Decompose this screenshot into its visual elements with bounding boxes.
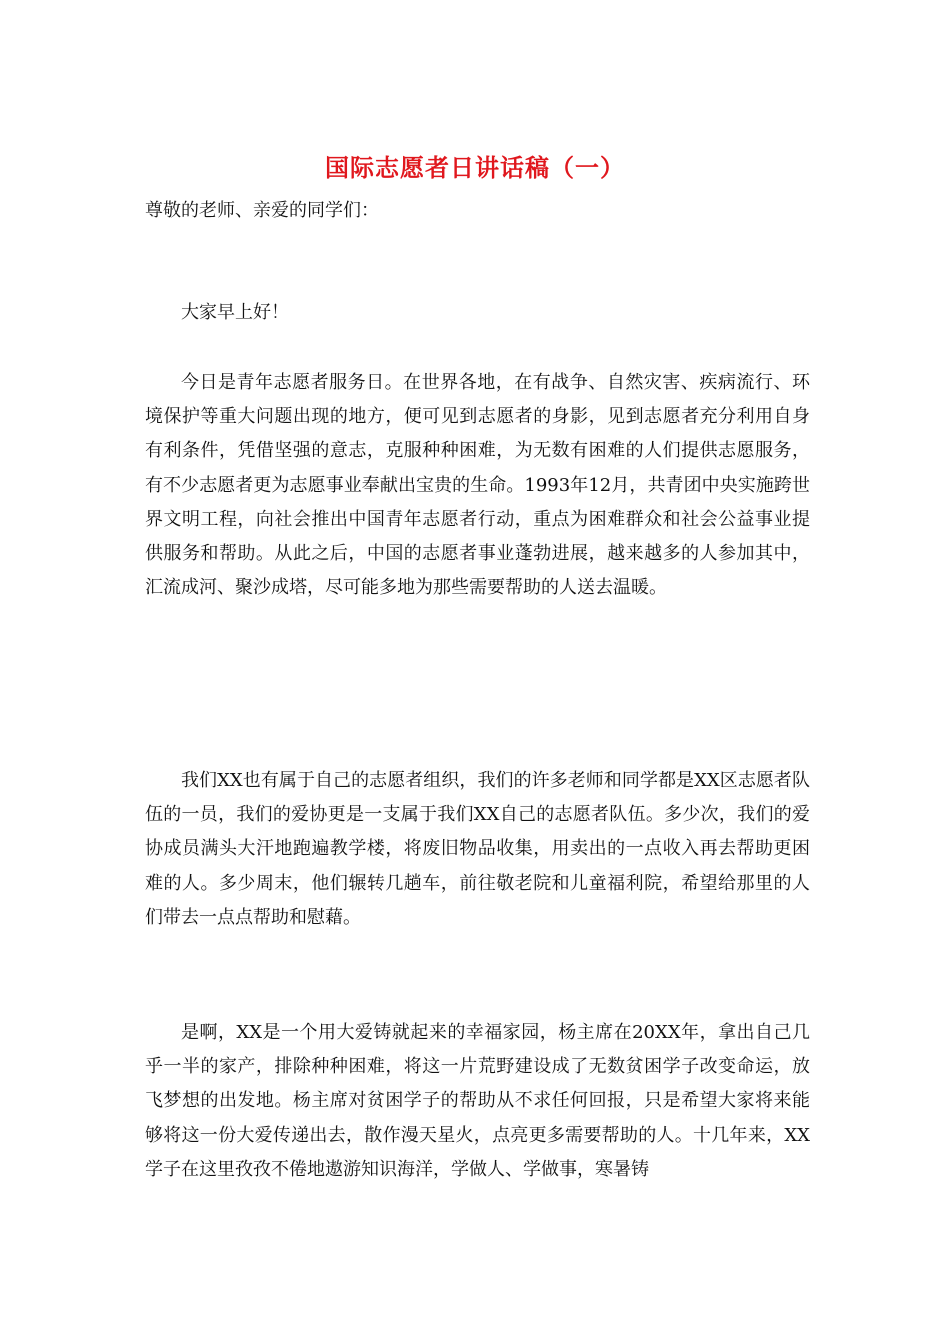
body-paragraph-1: 今日是青年志愿者服务日。在世界各地，在有战争、自然灾害、疾病流行、环境保护等重大问题出现的地方，便可见到志愿者的身影，见到志愿者充分利用自身有利条件，凭借坚强的意志，克服种种困难，为无数有困难的人们提供志愿服务，有不少志愿者更为志愿事业奉献出宝贵的生命。1993年12月，共青团中央实施跨世界文明工程，向社会推出中国青年志愿者行动，重点为困难群众和社会公益事业提供服务和帮助。从此之后，中国的志愿者事业蓬勃进展，越来越多的人参加其中，汇流成河、聚沙成塔，尽可能多地为那些需要帮助的人送去温暖。 [145,372,810,599]
salutation: 尊敬的老师、亲爱的同学们： [145,200,379,221]
body-paragraph-2: 我们XX也有属于自己的志愿者组织，我们的许多老师和同学都是XX区志愿者队伍的一员，我们的爱协更是一支属于我们XX自己的志愿者队伍。多少次，我们的爱协成员满头大汗地跑遍教学楼，将废旧物品收集，用卖出的一点收入再去帮助更困难的人。多少周末，他们辗转几趟车，前往敬老院和儿童福利院，希望给那里的人们带去一点点帮助和慰藉。 [145,770,810,928]
body-paragraph-3: 是啊，XX是一个用大爱铸就起来的幸福家园，杨主席在20XX年，拿出自己几乎一半的家产，排除种种困难，将这一片荒野建设成了无数贫困学子改变命运，放飞梦想的出发地。杨主席对贫困学子的帮助从不求任何回报，只是希望大家将来能够将这一份大爱传递出去，散作漫天星火，点亮更多需要帮助的人。十几年来，XX学子在这里孜孜不倦地遨游知识海洋，学做人、学做事，寒暑铸 [145,1022,810,1180]
greeting-paragraph: 大家早上好！ [181,302,289,323]
document-title: 国际志愿者日讲话稿（一） [325,154,625,182]
